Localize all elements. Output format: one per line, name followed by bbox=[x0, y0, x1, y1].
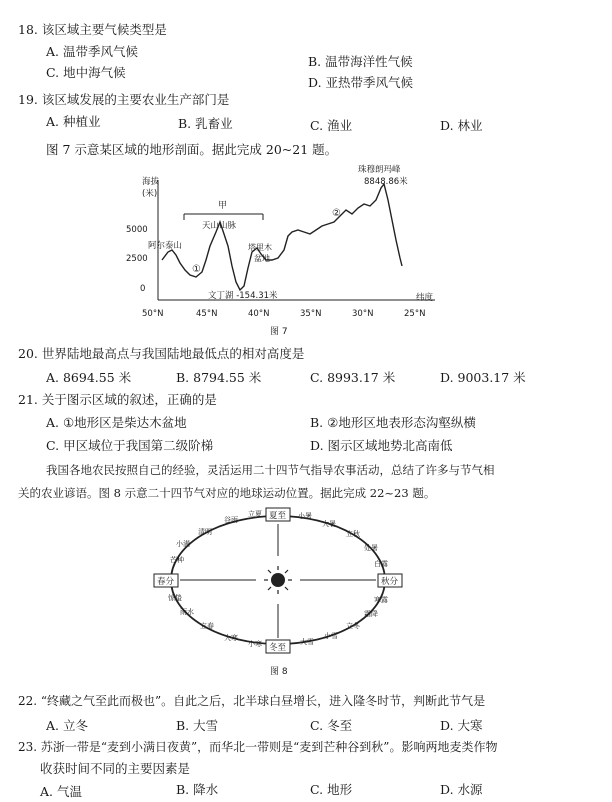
q22-stem: 22. “终藏之气至此而极也”。自此之后，北半球白昼增长，进入隆冬时节，判断此节气是 bbox=[18, 694, 486, 708]
fig8-term: 小寒 bbox=[248, 640, 262, 648]
fig7-xlabel: 纬度 bbox=[416, 293, 434, 303]
fig7-x-tick-30: 30°N bbox=[352, 309, 374, 319]
figure8-solar-terms-orbit bbox=[148, 504, 408, 684]
sun-icon bbox=[264, 566, 292, 594]
fig7-label-jia: 甲 bbox=[218, 201, 228, 211]
fig8-term: 白露 bbox=[374, 560, 388, 568]
fig8-term: 惊蛰 bbox=[168, 594, 182, 602]
figure7-intro: 图 7 示意某区域的地形剖面。据此完成 20~21 题。 bbox=[46, 142, 338, 157]
fig8-term: 大雪 bbox=[300, 638, 314, 646]
q23-option-c: C. 地形 bbox=[310, 782, 353, 797]
q19-option-b: B. 乳畜业 bbox=[178, 116, 233, 131]
fig8-term: 寒露 bbox=[374, 596, 388, 604]
q23-stem-line1: 23. 苏浙一带是“麦到小满日夜黄”，而华北一带则是“麦到芒种谷到秋”。影响两地麦类作物 bbox=[18, 740, 498, 754]
q18-option-a: A. 温带季风气候 bbox=[46, 44, 138, 59]
fig7-x-tick-40: 40°N bbox=[248, 309, 270, 319]
fig7-y-tick-2500: 2500 bbox=[126, 254, 148, 264]
fig8-term: 雨水 bbox=[180, 608, 194, 616]
fig7-ylabel-1: 海拔 bbox=[142, 177, 160, 187]
q22-option-d: D. 大寒 bbox=[440, 718, 483, 733]
q20-option-c: C. 8993.17 米 bbox=[310, 370, 396, 385]
fig8-term: 芒种 bbox=[170, 556, 184, 564]
fig8-term: 谷雨 bbox=[224, 516, 238, 524]
q23-option-b: B. 降水 bbox=[176, 782, 219, 797]
fig8-term: 立春 bbox=[200, 622, 214, 630]
fig8-label-dongzhi: 冬至 bbox=[269, 643, 287, 653]
fig7-caption: 图 7 bbox=[270, 327, 288, 337]
fig7-label-tarim-2: 盆地 bbox=[254, 254, 270, 263]
fig8-term: 立秋 bbox=[346, 530, 360, 538]
fig7-y-tick-5000: 5000 bbox=[126, 225, 148, 235]
q19-option-a: A. 种植业 bbox=[46, 114, 101, 129]
q20-option-b: B. 8794.55 米 bbox=[176, 370, 262, 385]
q21-option-c: C. 甲区域位于我国第二级阶梯 bbox=[46, 438, 214, 453]
q20-option-d: D. 9003.17 米 bbox=[440, 370, 526, 385]
q18-option-b: B. 温带海洋性气候 bbox=[308, 54, 413, 69]
fig8-term: 清明 bbox=[198, 528, 212, 536]
q23-stem-line2: 收获时间不同的主要因素是 bbox=[40, 761, 191, 776]
q20-option-a: A. 8694.55 米 bbox=[46, 370, 132, 385]
q19-option-d: D. 林业 bbox=[440, 118, 483, 133]
fig8-term: 小暑 bbox=[298, 512, 312, 520]
q19-stem: 19. 该区域发展的主要农业生产部门是 bbox=[18, 92, 230, 107]
q23-option-d: D. 水源 bbox=[440, 782, 483, 797]
fig7-x-tick-35: 35°N bbox=[300, 309, 322, 319]
q23-option-a: A. 气温 bbox=[40, 784, 82, 799]
fig7-x-tick-45: 45°N bbox=[196, 309, 218, 319]
fig8-term: 大暑 bbox=[322, 520, 336, 528]
q20-stem: 20. 世界陆地最高点与我国陆地最低点的相对高度是 bbox=[18, 346, 305, 361]
fig7-label-circle1: ① bbox=[192, 264, 201, 275]
fig7-label-aiding: 文丁湖 -154.31米 bbox=[208, 291, 278, 301]
fig7-label-everest-name: 珠穆朗玛峰 bbox=[358, 165, 401, 175]
fig8-caption: 图 8 bbox=[270, 667, 288, 677]
q18-option-c: C. 地中海气候 bbox=[46, 65, 126, 80]
figure8-intro-line2: 关的农业谚语。图 8 示意二十四节气对应的地球运动位置。据此完成 22~23 题。 bbox=[18, 486, 436, 500]
fig8-term: 立夏 bbox=[248, 510, 262, 518]
fig7-ylabel-2: (米) bbox=[142, 189, 158, 199]
q18-stem: 18. 该区域主要气候类型是 bbox=[18, 22, 167, 37]
q22-option-b: B. 大雪 bbox=[176, 718, 219, 733]
figure7-terrain-profile bbox=[120, 160, 450, 340]
fig8-term: 大寒 bbox=[224, 634, 238, 642]
q21-stem: 21. 关于图示区域的叙述，正确的是 bbox=[18, 392, 217, 407]
q21-option-d: D. 图示区域地势北高南低 bbox=[310, 438, 453, 453]
fig8-term: 小雪 bbox=[324, 632, 338, 640]
fig7-x-tick-25: 25°N bbox=[404, 309, 426, 319]
fig7-label-circle2: ② bbox=[332, 208, 341, 219]
fig7-y-tick-0: 0 bbox=[140, 284, 146, 294]
fig8-term: 立冬 bbox=[346, 622, 360, 630]
fig8-label-chunfen: 春分 bbox=[157, 577, 175, 587]
q21-option-b: B. ②地形区地表形态沟壑纵横 bbox=[310, 415, 476, 430]
fig7-x-tick-50: 50°N bbox=[142, 309, 164, 319]
q22-option-c: C. 冬至 bbox=[310, 718, 353, 733]
fig8-term: 霜降 bbox=[364, 610, 378, 618]
q22-option-a: A. 立冬 bbox=[46, 718, 88, 733]
fig8-term: 处暑 bbox=[364, 544, 378, 552]
fig8-term: 小满 bbox=[176, 540, 190, 548]
fig8-label-qiufen: 秋分 bbox=[381, 577, 399, 587]
fig7-label-everest-height: 8848.86米 bbox=[364, 177, 408, 187]
fig7-label-tarim-1: 塔里木 bbox=[248, 243, 272, 252]
q21-option-a: A. ①地形区是柴达木盆地 bbox=[46, 415, 187, 430]
q19-option-c: C. 渔业 bbox=[310, 118, 353, 133]
fig7-label-aertai: 阿尔泰山 bbox=[148, 241, 183, 251]
fig8-label-xiazhi: 夏至 bbox=[269, 511, 287, 521]
q18-option-d: D. 亚热带季风气候 bbox=[308, 75, 414, 90]
fig7-label-tianshan: 天山山脉 bbox=[202, 221, 237, 231]
figure8-intro-line1: 我国各地农民按照自己的经验，灵活运用二十四节气指导农事活动，总结了许多与节气相 bbox=[46, 463, 495, 477]
